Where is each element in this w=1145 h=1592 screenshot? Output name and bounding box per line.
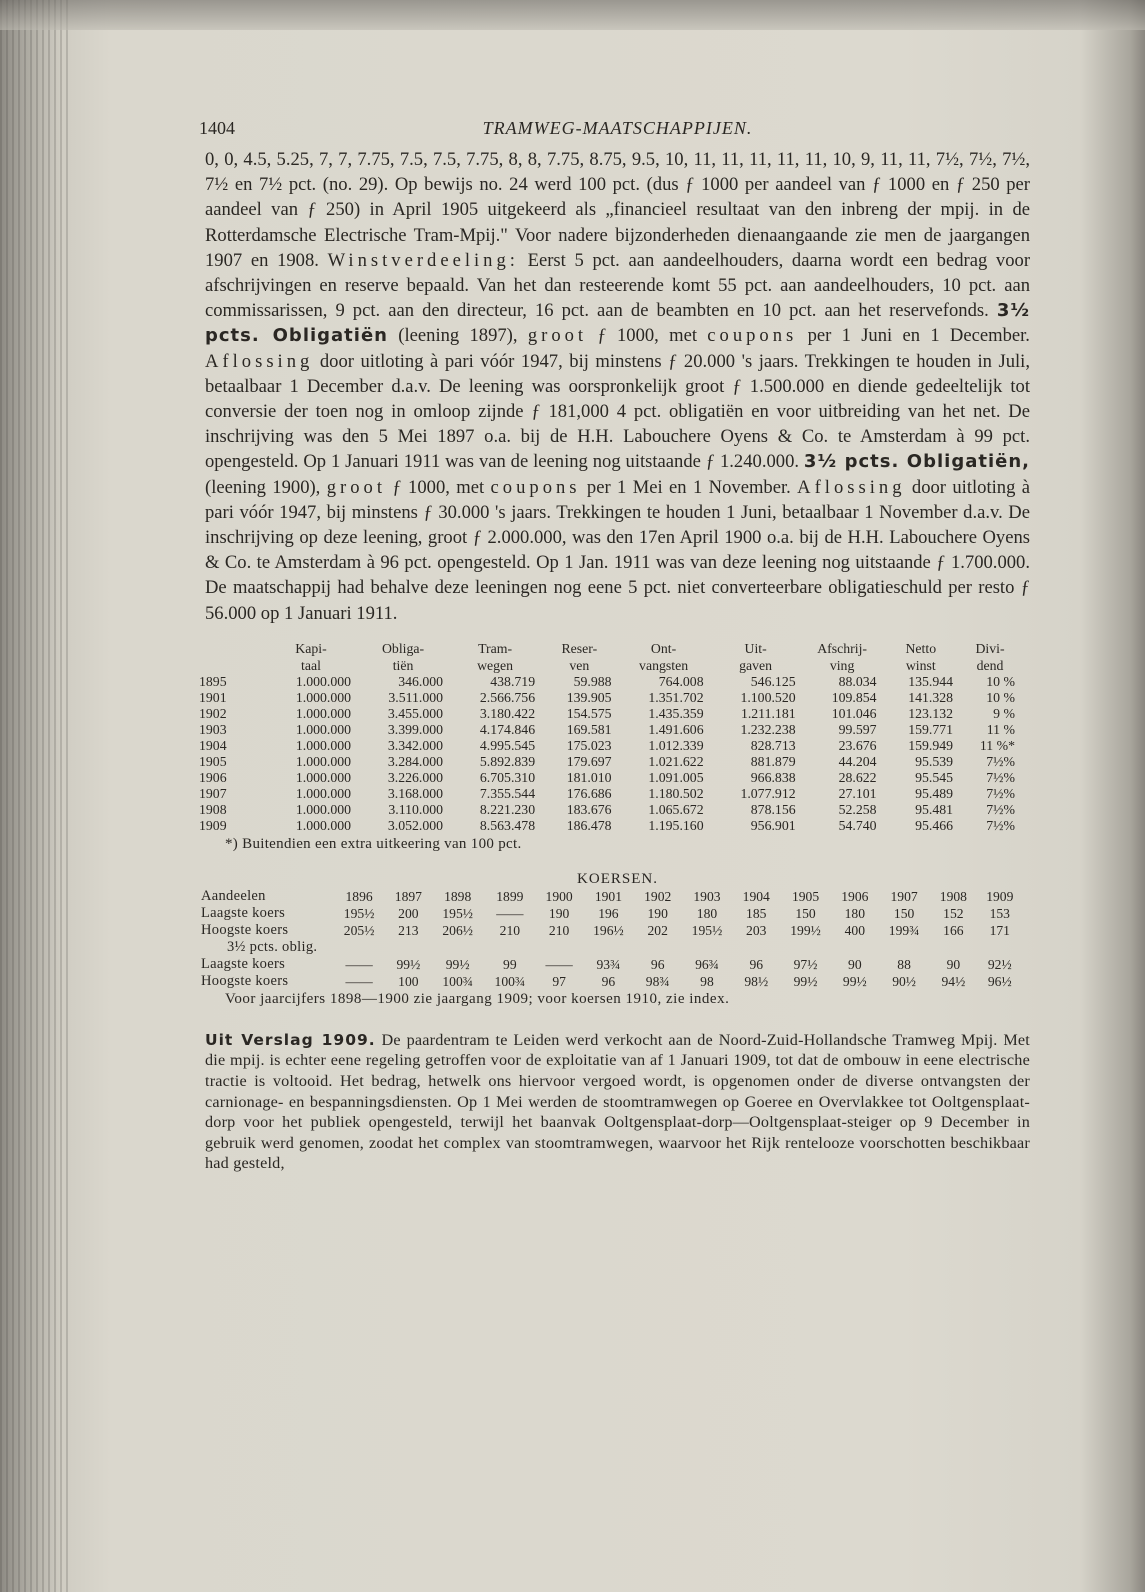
table-cell: 956.901 xyxy=(750,817,796,833)
document-page xyxy=(199,110,1031,1174)
table-cell: 3.168.000 xyxy=(387,785,444,801)
table-cell: 7.355.544 xyxy=(479,785,536,801)
row-year: 1908 xyxy=(199,801,227,817)
koers-cell: 205½ xyxy=(343,922,375,938)
koers-cell: 171 xyxy=(989,922,1010,938)
koers-cell: 88 xyxy=(897,956,911,972)
koers-cell: 200 xyxy=(398,905,419,921)
row-year: 1895 xyxy=(199,673,227,689)
groot-label-2: groot xyxy=(326,476,386,498)
table-cell: 9 % xyxy=(993,705,1015,721)
table-cell: 183.676 xyxy=(566,801,612,817)
table-cell: 101.046 xyxy=(831,705,877,721)
koers-section-row xyxy=(201,939,1023,956)
obligaties-1897-leening: (leening 1897), xyxy=(398,325,518,347)
table-footnote: *) Buitendien een extra uitkeering van 100 pct. xyxy=(225,835,522,852)
koers-row xyxy=(201,922,1023,939)
table-cell: 1.000.000 xyxy=(295,689,352,705)
table-row xyxy=(199,770,1021,786)
verslag-text: De paardentram te Leiden werd verkocht aan de Noord-Zuid-Hollandsche Tramweg Mpij. Met die mpij. is echter eene regeling getroffen voor de exploitatie van af 1 Januari 1909, tot dat de ombouw in eene electrische tractie is voltooid. Het bedrag, hetwelk ons hiervoor vergoed wordt, is opgenomen onder de diverse ontvangsten der carnionage- en bespanningsdiensten. Op 1 Mei werden de stoomtramwegen op Goeree en Overvlakkee tot Ooltgensplaat-dorp voor het publiek opengesteld, terwijl het baanvak Ooltgensplaat-dorp—Ooltgensplaat-steiger op 9 December in gebruik werd genomen, zoodat het complex van stoomtramwegen, waarvoor het Rijk rentelooze voorschotten beschikbaar had gesteld, xyxy=(205,1030,1031,1173)
koers-cell: 1897 xyxy=(394,888,422,904)
table-cell: 4.995.545 xyxy=(479,737,536,753)
koers-cell: 1908 xyxy=(939,888,967,904)
koers-cell: 99½ xyxy=(842,973,867,989)
column-header: Netto winst xyxy=(905,640,937,673)
table-cell: 139.905 xyxy=(566,689,612,705)
table-cell: 28.622 xyxy=(838,769,877,785)
table-cell: 1.180.502 xyxy=(648,785,704,801)
koers-cell: 180 xyxy=(844,905,865,921)
table-cell: 3.052.000 xyxy=(387,817,444,833)
column-header: Uit- gaven xyxy=(739,640,773,673)
table-cell: 123.132 xyxy=(908,705,954,721)
table-cell: 52.258 xyxy=(838,801,877,817)
table-cell: 10 % xyxy=(986,673,1015,689)
table-cell: 1.012.339 xyxy=(648,737,704,753)
koers-cell: 199½ xyxy=(790,922,821,938)
koers-cell: 99½ xyxy=(793,973,818,989)
column-header: Afschrij- ving xyxy=(817,640,867,673)
table-cell: 3.180.422 xyxy=(479,705,536,721)
koers-cell: 100 xyxy=(398,973,419,989)
aflossing-label-2: Aflossing xyxy=(797,476,906,498)
table-cell: 181.010 xyxy=(566,769,612,785)
table-cell: 10 % xyxy=(986,689,1015,705)
table-cell: 3.342.000 xyxy=(387,737,444,753)
annual-figures-table xyxy=(199,640,1021,834)
table-row xyxy=(199,690,1021,706)
aflossing-label-1: Aflossing xyxy=(205,350,314,372)
obligaties-1897-aflossing: door uitloting à pari vóór 1947, bij minstens ƒ 20.000 's jaars. Trekkingen te houden in Juli, betaalbaar 1 December d.a.v. De leening was oorspronkelijk groot ƒ 1.500.000 en diende gedeeltelijk tot conversie der toen nog in omloop zijnde ƒ 181,000 4 pct. obligatiën en voor uitbreiding van het net. De inschrijving was den 5 Mei 1897 o.a. bij de H.H. Labouchere Oyens & Co. te Amsterdam à 99 pct. opengesteld. Op 1 Januari 1911 was van de leening nog uitstaande ƒ 1.240.000. xyxy=(205,350,1030,473)
column-header: Ont- vangsten xyxy=(639,640,689,673)
table-cell: 95.481 xyxy=(915,801,954,817)
row-year: 1901 xyxy=(199,689,227,705)
koers-cell: —— xyxy=(545,956,573,972)
koers-cell: 196½ xyxy=(593,922,624,938)
table-cell: 1.000.000 xyxy=(295,673,352,689)
table-cell: 44.204 xyxy=(838,753,877,769)
obligaties-1900-coupons: per 1 Mei en 1 November. xyxy=(586,476,791,498)
dividend-history: 0, 0, 4.5, 5.25, 7, 7, 7.75, 7.5, 7.5, 7.75, 8, 8, 7.75, 8.75, 9.5, 10, 11, 11, 11, 11, 11, 10, 9, 11, 11, 7½, 7½, 7½, 7½ en 7½ pct. (no. 29). Op bewijs no. 24 werd 100 pct. (dus ƒ 1000 per aandeel van ƒ 1000 en ƒ 250 per aandeel van ƒ 250) in April 1905 uitgekeerd als „financieel resultaat van den inbreng der mpij. in de Rotterdamsche Electrische Tram-Mpij." Voor nadere bijzonderheden dienaangaande zie men de jaargangen 1907 en 1908. xyxy=(205,149,1030,271)
koers-cell: 203 xyxy=(746,922,767,938)
table-cell: 1.000.000 xyxy=(295,769,352,785)
koers-cell: 90½ xyxy=(892,973,916,989)
obligaties-1900-amount: ƒ 1000, met xyxy=(392,476,485,498)
table-cell: 7½% xyxy=(986,769,1015,785)
obligaties-1897-amount: ƒ 1000, met xyxy=(597,325,697,347)
table-cell: 7½% xyxy=(986,753,1015,769)
koers-cell: 99 xyxy=(503,956,517,972)
table-cell: 175.023 xyxy=(566,737,612,753)
koersen-title: KOERSEN. xyxy=(577,870,658,887)
table-row xyxy=(199,818,1021,834)
table-cell: 1.232.238 xyxy=(740,721,796,737)
table-cell: 3.511.000 xyxy=(388,689,444,705)
table-cell: 1.065.672 xyxy=(648,801,704,817)
koers-cell: 98¾ xyxy=(645,973,670,989)
koers-row xyxy=(201,973,1023,990)
table-row xyxy=(199,786,1021,802)
table-cell: 23.676 xyxy=(838,737,877,753)
row-year: 1906 xyxy=(199,769,227,785)
koers-cell: 96¾ xyxy=(695,956,719,972)
table-cell: 5.892.839 xyxy=(479,753,536,769)
koers-cell: 96 xyxy=(601,973,616,989)
koers-cell: 90 xyxy=(848,956,862,972)
table-cell: 27.101 xyxy=(838,785,877,801)
koers-row xyxy=(201,956,1023,973)
koers-cell: 190 xyxy=(548,905,570,921)
koers-cell: 153 xyxy=(989,905,1010,921)
koers-cell: 152 xyxy=(943,905,964,921)
table-cell: 1.000.000 xyxy=(295,801,352,817)
table-cell: 6.705.310 xyxy=(479,769,536,785)
table-cell: 1.000.000 xyxy=(295,737,352,753)
table-cell: 2.566.756 xyxy=(479,689,536,705)
verslag-paragraph xyxy=(205,1030,1030,1174)
table-cell: 438.719 xyxy=(490,673,536,689)
koers-cell: 210 xyxy=(548,922,570,938)
table-cell: 1.000.000 xyxy=(295,721,352,737)
table-row xyxy=(199,738,1021,754)
row-label: 3½ pcts. oblig. xyxy=(227,938,318,955)
table-cell: 878.156 xyxy=(750,801,796,817)
koers-cell: 400 xyxy=(844,922,865,938)
obligaties-1900-aflossing: door uitloting à pari vóór 1947, bij minstens ƒ 30.000 's jaars. Trekkingen te houden 1 Juni, betaalbaar 1 November d.a.v. De inschrijving op deze leening, groot ƒ 2.000.000, was den 17en April 1900 o.a. bij de H.H. Labouchere Oyens & Co. te Amsterdam à 96 pct. opengesteld. Op 1 Jan. 1911 was van deze leening nog uitstaande ƒ 1.700.000. De maatschappij had behalve deze leeningen nog eene 5 pct. niet converteerbare obligatieschuld per resto ƒ 56.000 op 1 Januari 1911. xyxy=(205,476,1031,624)
koers-cell: 1901 xyxy=(594,888,622,904)
koers-cell: 199¾ xyxy=(888,922,920,938)
coupons-label-2: coupons xyxy=(490,476,581,498)
table-cell: 764.008 xyxy=(658,673,704,689)
table-cell: 1.491.606 xyxy=(648,721,704,737)
koers-cell: 1904 xyxy=(742,888,770,904)
winstverdeeling-text: Eerst 5 pct. aan aandeelhouders, daarna wordt een bedrag voor afschrijvingen en reserve bepaald. Van het dan resteerende komt 55 pct. aan aandeelhouders, 10 pct. aan commissarissen, 9 pct. aan den directeur, 16 pct. aan de beambten en 10 pct. aan het reservefonds. xyxy=(205,249,1031,322)
body-text xyxy=(205,147,1030,626)
row-year: 1909 xyxy=(199,817,227,833)
table-row xyxy=(199,802,1021,818)
table-row xyxy=(199,674,1021,690)
obligaties-1897-coupons: per 1 Juni en 1 December. xyxy=(807,325,1030,347)
koersen-body xyxy=(201,888,1023,990)
table-cell: 1.000.000 xyxy=(295,817,352,833)
table-cell: 7½% xyxy=(986,817,1015,833)
obligaties-1900-heading: 3½ pcts. Obligatiën, xyxy=(803,451,1031,473)
koers-cell: 90 xyxy=(946,956,961,972)
table-cell: 159.771 xyxy=(908,721,954,737)
koers-cell: —— xyxy=(496,905,524,921)
table-cell: 1.021.622 xyxy=(648,753,704,769)
table-cell: 109.854 xyxy=(831,689,877,705)
obligaties-1897-heading: 3½ pcts. Obligatiën xyxy=(205,300,1030,347)
koers-cell: 98 xyxy=(700,973,714,989)
koers-cell: 1907 xyxy=(890,888,918,904)
table-cell: 54.740 xyxy=(838,817,877,833)
koers-cell: 96 xyxy=(749,956,764,972)
table-cell: 1.351.702 xyxy=(648,689,704,705)
table-cell: 1.211.181 xyxy=(740,705,796,721)
table-cell: 546.125 xyxy=(750,673,796,689)
table-cell: 3.455.000 xyxy=(387,705,444,721)
koers-cell: 1905 xyxy=(791,888,820,904)
top-shadow xyxy=(0,0,1145,30)
koers-cell: 202 xyxy=(647,922,668,938)
koers-cell: 1899 xyxy=(496,888,524,904)
row-label: Laagste koers xyxy=(201,955,286,972)
table-cell: 8.563.478 xyxy=(479,817,536,833)
table-cell: 1.195.160 xyxy=(648,817,704,833)
table-cell: 346.000 xyxy=(398,673,444,689)
koers-cell: 96½ xyxy=(987,973,1012,989)
column-header: Reser- ven xyxy=(561,640,598,673)
table-cell: 3.399.000 xyxy=(387,721,444,737)
table-cell: 95.545 xyxy=(915,769,954,785)
row-year: 1902 xyxy=(199,705,227,721)
koers-cell: 1909 xyxy=(986,888,1014,904)
koers-cell: 1900 xyxy=(545,888,573,904)
table-cell: 881.879 xyxy=(750,753,796,769)
table-cell: 11 %* xyxy=(979,737,1015,753)
winstverdeeling-label: Winstverdeeling: xyxy=(327,249,519,271)
coupons-label-1: coupons xyxy=(707,325,798,347)
koers-cell: —— xyxy=(345,956,373,972)
table-cell: 7½% xyxy=(986,785,1015,801)
koers-cell: 1896 xyxy=(345,888,373,904)
row-year: 1904 xyxy=(199,737,227,753)
table-cell: 828.713 xyxy=(750,737,796,753)
koers-cell: 1902 xyxy=(644,888,672,904)
page-number: 1404 xyxy=(199,118,235,138)
table-cell: 176.686 xyxy=(566,785,612,801)
row-year: 1903 xyxy=(199,721,227,737)
koers-row xyxy=(201,905,1023,922)
table-cell: 88.034 xyxy=(838,673,877,689)
koers-cell: 195½ xyxy=(691,922,723,938)
table-cell: 1.091.005 xyxy=(648,769,704,785)
koers-cell: 195½ xyxy=(442,905,473,921)
koers-cell: 190 xyxy=(647,905,668,921)
table-cell: 3.226.000 xyxy=(387,769,444,785)
koers-cell: 1906 xyxy=(841,888,869,904)
koers-cell: —— xyxy=(345,973,373,989)
koers-cell: 100¾ xyxy=(442,973,473,989)
table-cell: 186.478 xyxy=(566,817,612,833)
table-cell: 1.000.000 xyxy=(295,785,352,801)
koers-cell: 93¾ xyxy=(596,956,621,972)
koers-cell: 1898 xyxy=(444,888,472,904)
obligaties-1900-leening: (leening 1900), xyxy=(205,476,321,498)
koers-cell: 100¾ xyxy=(494,973,526,989)
running-title: TRAMWEG-MAATSCHAPPIJEN. xyxy=(482,118,753,138)
row-year: 1905 xyxy=(199,753,227,769)
table-cell: 966.838 xyxy=(750,769,796,785)
koers-years-row xyxy=(201,888,1023,905)
table-cell: 1.077.912 xyxy=(740,785,796,801)
page-header xyxy=(199,110,1030,144)
koers-cell: 99½ xyxy=(445,956,470,972)
column-header xyxy=(199,640,265,674)
koers-cell: 1903 xyxy=(693,888,721,904)
table-cell: 179.697 xyxy=(566,753,612,769)
koers-cell: 166 xyxy=(943,922,964,938)
table-header-row xyxy=(199,640,1021,674)
table-cell: 99.597 xyxy=(838,721,877,737)
table-row xyxy=(199,754,1021,770)
table-cell: 141.328 xyxy=(908,689,954,705)
table-cell: 3.284.000 xyxy=(387,753,444,769)
table-cell: 135.944 xyxy=(908,673,954,689)
table-cell: 1.000.000 xyxy=(295,705,352,721)
koers-cell: 196 xyxy=(598,905,619,921)
koersen-table xyxy=(201,888,1023,990)
column-header: Obliga- tiën xyxy=(381,640,425,673)
table-cell: 4.174.846 xyxy=(479,721,536,737)
table-row xyxy=(199,706,1021,722)
verslag-heading: Uit Verslag 1909. xyxy=(205,1030,376,1049)
koers-cell: 97½ xyxy=(793,956,818,972)
table-cell: 8.221.230 xyxy=(479,801,536,817)
table-row xyxy=(199,722,1021,738)
row-label: Laagste koers xyxy=(201,904,286,921)
table-cell: 1.100.520 xyxy=(740,689,796,705)
column-header: Tram- wegen xyxy=(477,640,514,673)
koers-cell: 185 xyxy=(746,905,767,921)
row-year: 1907 xyxy=(199,785,227,801)
koers-cell: 96 xyxy=(650,956,665,972)
table-cell: 95.489 xyxy=(915,785,954,801)
koers-cell: 150 xyxy=(893,905,915,921)
koers-cell: 206½ xyxy=(442,922,473,938)
row-label: Hoogste koers xyxy=(201,972,289,989)
table-cell: 1.000.000 xyxy=(295,753,352,769)
koers-cell: 94½ xyxy=(941,973,966,989)
column-header: Divi- dend xyxy=(975,640,1005,673)
book-binding-edge xyxy=(0,0,72,1592)
koers-cell: 98½ xyxy=(744,973,769,989)
table-cell: 1.435.359 xyxy=(648,705,704,721)
table-cell: 154.575 xyxy=(566,705,612,721)
koers-cell: 150 xyxy=(795,905,816,921)
column-header: Kapi- taal xyxy=(295,640,327,673)
annual-figures-body xyxy=(199,674,1021,834)
groot-label-1: groot xyxy=(527,325,588,347)
table-cell: 59.988 xyxy=(573,673,612,689)
koersen-note: Voor jaarcijfers 1898—1900 zie jaargang 1909; voor koersen 1910, zie index. xyxy=(225,990,730,1007)
koers-cell: 195½ xyxy=(343,905,375,921)
koers-cell: 97 xyxy=(552,973,566,989)
table-cell: 3.110.000 xyxy=(388,801,444,817)
table-cell: 95.539 xyxy=(915,753,954,769)
paragraph-main xyxy=(205,147,1030,626)
table-cell: 169.581 xyxy=(566,721,612,737)
row-label: Aandeelen xyxy=(201,887,266,904)
table-cell: 159.949 xyxy=(908,737,954,753)
koers-cell: 180 xyxy=(696,905,718,921)
koers-cell: 92½ xyxy=(987,956,1012,972)
row-label: Hoogste koers xyxy=(201,921,289,938)
koers-cell: 210 xyxy=(499,922,521,938)
table-cell: 11 % xyxy=(986,721,1015,737)
koers-cell: 99½ xyxy=(396,956,421,972)
table-cell: 95.466 xyxy=(915,817,954,833)
koers-cell: 213 xyxy=(398,922,419,938)
table-cell: 7½% xyxy=(986,801,1015,817)
